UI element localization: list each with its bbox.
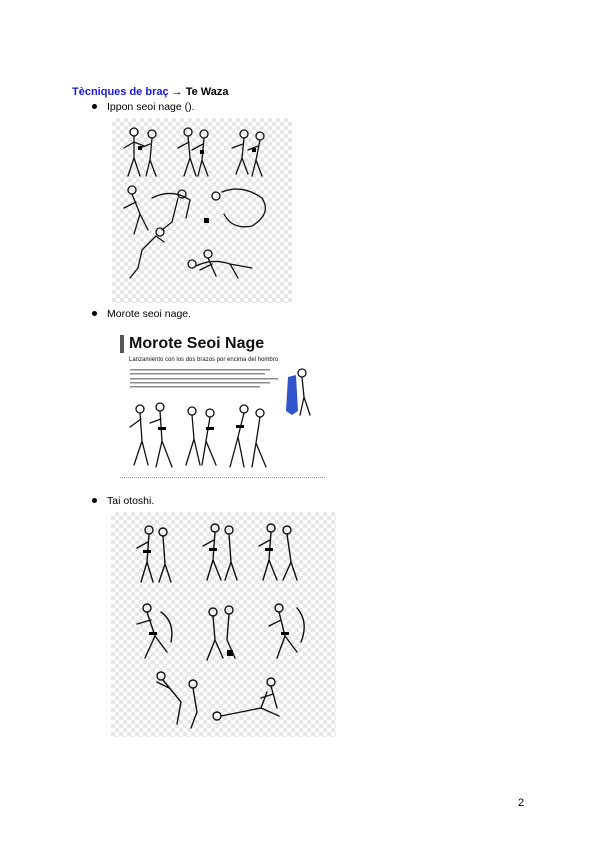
- list-item: [92, 101, 195, 113]
- judo-sequence-drawing: [112, 118, 292, 303]
- tai-otoshi-illustration: [111, 512, 336, 737]
- section-heading: [72, 86, 229, 98]
- figure-divider: [120, 477, 325, 478]
- judo-sequence-drawing: [111, 512, 336, 737]
- page-number: 2: [518, 797, 525, 809]
- section-heading-link[interactable]: Tècniques de braç: [72, 86, 169, 98]
- list-item-label: Morote seoi nage.: [107, 308, 192, 320]
- bullet-icon: [92, 498, 97, 503]
- arrow-glyph: →: [171, 86, 183, 98]
- ippon-seoi-nage-illustration: [112, 118, 292, 303]
- list-item: [92, 308, 191, 320]
- bullet-icon: [92, 104, 97, 109]
- figure-title: Morote Seoi Nage: [120, 335, 264, 353]
- figure-subtitle: Lanzamiento con los dos brazos por encima del hombro: [129, 357, 279, 363]
- bullet-icon: [92, 311, 97, 316]
- list-item-label: Ippon seoi nage ().: [107, 101, 195, 113]
- list-item-label: Tai otoshi.: [107, 495, 155, 507]
- judo-sequence-drawing: [120, 331, 330, 481]
- section-heading-subject: Te Waza: [185, 86, 229, 98]
- morote-seoi-nage-figure: [120, 331, 330, 481]
- list-item: [92, 495, 154, 507]
